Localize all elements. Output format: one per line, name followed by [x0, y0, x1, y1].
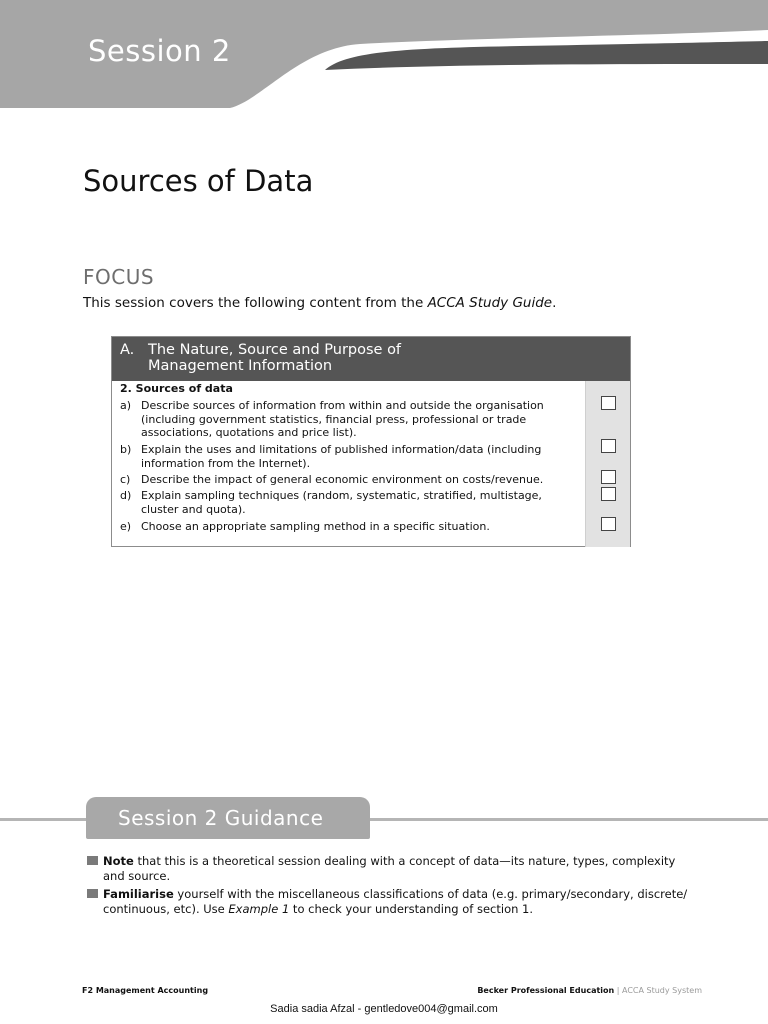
page-title: Sources of Data — [83, 164, 314, 198]
session-title: Session 2 — [88, 34, 231, 68]
list-item: d) Explain sampling techniques (random, systematic, stratified, multistage, cluster and quota). — [120, 489, 542, 516]
checkbox-item-a[interactable] — [601, 396, 616, 410]
square-bullet-icon — [87, 856, 98, 865]
section-label: 2. Sources of data — [120, 382, 233, 395]
guidance-title: Session 2 Guidance — [86, 797, 370, 839]
guidance-note: Note that this is a theoretical session dealing with a concept of data—its nature, types, complexity and source. — [87, 854, 697, 884]
list-item: a) Describe sources of information from within and outside the organisation (including government statistics, financial press, professional or trade associations, quotations and price list). — [120, 399, 544, 439]
table-body — [112, 381, 630, 547]
checkbox-item-e[interactable] — [601, 517, 616, 531]
checkbox-item-b[interactable] — [601, 439, 616, 453]
list-item: e) Choose an appropriate sampling method in a specific situation. — [120, 520, 490, 533]
study-guide-table — [111, 336, 631, 547]
list-item: b) Explain the uses and limitations of published information/data (including information from the Internet). — [120, 443, 542, 470]
footer-course: F2 Management Accounting — [82, 986, 209, 995]
guidance-note: Familiarise yourself with the miscellaneous classifications of data (e.g. primary/secondary, discrete/ continuous, etc). Use Example 1 to check your understanding of section 1. — [87, 887, 697, 917]
table-header-letter: A. — [120, 342, 135, 358]
focus-intro: This session covers the following content from the ACCA Study Guide. — [83, 295, 557, 311]
watermark: Sadia sadia Afzal - gentledove004@gmail.com — [270, 1003, 498, 1015]
table-header — [112, 337, 630, 381]
square-bullet-icon — [87, 889, 98, 898]
list-item: c) Describe the impact of general economic environment on costs/revenue. — [120, 473, 544, 486]
footer-publisher: Becker Professional Education | ACCA Study System — [477, 986, 702, 995]
table-header-title: The Nature, Source and Purpose of Management Information — [148, 342, 402, 374]
checkbox-item-d[interactable] — [601, 487, 616, 501]
focus-heading: FOCUS — [83, 265, 155, 289]
checkbox-item-c[interactable] — [601, 470, 616, 484]
